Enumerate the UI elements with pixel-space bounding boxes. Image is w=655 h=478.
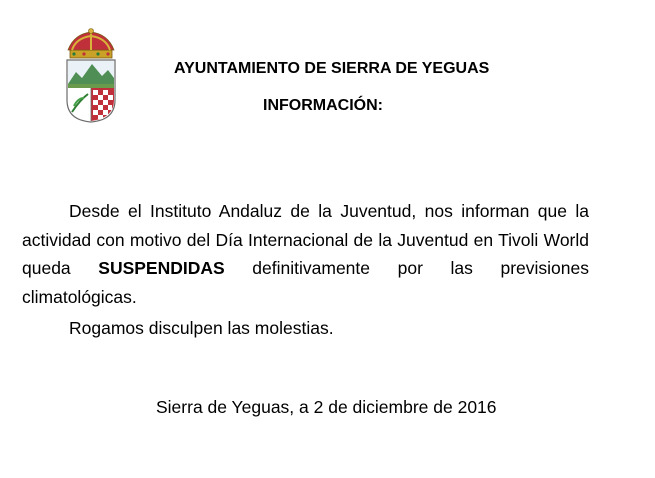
suspended-emphasis: SUSPENDIDAS bbox=[98, 258, 225, 278]
notice-paragraph bbox=[22, 197, 589, 311]
information-heading: INFORMACIÓN: bbox=[263, 97, 383, 114]
place-and-date: Sierra de Yeguas, a 2 de diciembre de 2016 bbox=[156, 397, 497, 417]
organization-title: AYUNTAMIENTO DE SIERRA DE YEGUAS bbox=[174, 60, 490, 77]
coat-of-arms-icon bbox=[62, 28, 120, 124]
notice-text-start: Desde el Instituto Andaluz de la Juventud, nos informan que la actividad con motivo del Día Internacional de la Juventud en Tivoli World queda bbox=[22, 201, 589, 278]
notice-text-end: definitivamente por las previsiones climatológicas. bbox=[22, 258, 590, 307]
crown-icon bbox=[68, 29, 114, 59]
closing-line: Rogamos disculpen las molestias. bbox=[69, 318, 334, 338]
shield-icon bbox=[67, 60, 115, 122]
